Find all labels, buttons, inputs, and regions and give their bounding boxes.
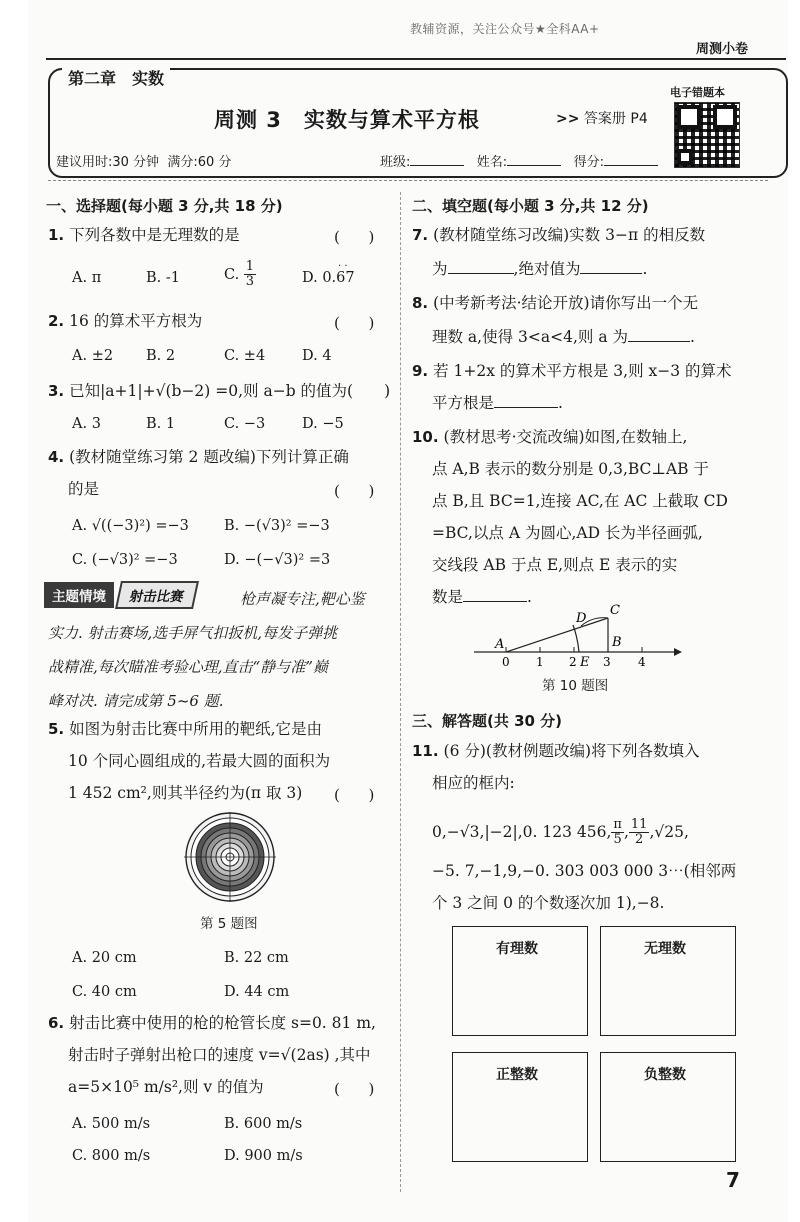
theme-text-1: 枪声凝专注,靶心鉴 [240,590,365,608]
point-c-label: C [610,603,620,618]
q1-option-c: C. $\frac{1}{3}$ [224,259,255,290]
q5-option-d: D. 44 cm [224,984,290,1000]
q1-option-a: A. π [72,270,102,286]
blank-7b[interactable] [580,273,642,274]
blank-9[interactable] [494,407,558,408]
tick-0: 0 [502,655,510,668]
point-b-label: B [612,635,622,650]
qr-label: 电子错题本 [670,86,725,99]
q4-option-d: D. −(−√3)² =3 [224,552,331,568]
target-figure [180,812,280,902]
q4-option-c: C. (−√3)² =−3 [72,552,178,568]
class-field[interactable] [410,165,464,166]
q2-option-a: A. ±2 [72,348,114,364]
qr-code-icon[interactable] [674,102,740,168]
question-8-line2: 理数 a,使得 3<a<4,则 a 为 . [432,328,695,346]
answer-paren-6[interactable]: ( ) [334,1080,375,1098]
header-series: 周测小卷 [696,42,749,57]
question-10-line2: 点 A,B 表示的数分别是 0,3,BC⊥AB 于 [432,460,709,478]
name-field[interactable] [507,165,561,166]
question-4-line2: 的是 [68,480,100,498]
tick-4: 4 [638,655,646,668]
theme-text-2: 实力. 射击赛场,选手屏气扣扳机,每发子弹挑 [48,624,338,642]
q4-option-a: A. √((−3)²) =−3 [72,518,189,534]
q2-option-d: D. 4 [302,348,332,364]
point-e-label: E [580,655,590,668]
question-6-line3: a=5×10⁵ m/s²,则 v 的值为 [68,1078,264,1096]
point-a-label: A [495,637,505,652]
question-10-line5: 交线段 AB 于点 E,则点 E 表示的实 [432,556,678,574]
answer-reference: >> 答案册 P4 [556,111,648,127]
theme-name: 射击比赛 [115,581,199,609]
question-2: 2. 16 的算术平方根为 [48,312,203,330]
answer-paren-1[interactable]: ( ) [334,228,375,246]
question-10: 10. (教材思考·交流改编)如图,在数轴上, [412,428,688,446]
question-10-line3: 点 B,且 BC=1,连接 AC,在 AC 上截取 CD [432,492,728,510]
q4-option-b: B. −(√3)² =−3 [224,518,330,534]
question-11-numbers-3: 个 3 之间 0 的个数逐次加 1),−8. [432,894,665,912]
question-5-line2: 10 个同心圆组成的,若最大圆的面积为 [68,752,331,770]
negative-integer-box-label: 负整数 [644,1067,686,1083]
section-fill-title: 二、填空题(每小题 3 分,共 12 分) [412,197,649,215]
question-8: 8. (中考新考法·结论开放)请你写出一个无 [412,294,699,312]
score-field[interactable] [604,165,658,166]
question-11-numbers-1: 0,−√3,|−2|,0. 123 456, $\frac{\pi}{5}$ , $\frac{11}{2}$ ,√25, [432,817,689,848]
question-6: 6. 射击比赛中使用的枪的枪管长度 s=0. 81 m, [48,1014,376,1032]
question-5: 5. 如图为射击比赛中所用的靶纸,它是由 [48,720,323,738]
q6-option-c: C. 800 m/s [72,1148,151,1164]
page-number: 7 [726,1168,740,1192]
column-divider [400,192,401,1192]
theme-text-3: 战精准,每次瞄准考验心理,直击“静与准”巅 [48,658,328,676]
page [28,0,788,1222]
irrational-box-label: 无理数 [644,941,686,957]
question-11: 11. (6 分)(教材例题改编)将下列各数填入 [412,742,700,760]
q5-option-c: C. 40 cm [72,984,137,1000]
question-11-numbers-2: −5. 7,−1,9,−0. 303 003 000 3⋯(相邻两 [432,862,737,880]
q3-option-a: A. 3 [72,416,101,432]
rational-box-label: 有理数 [496,941,538,957]
tick-3: 3 [603,655,611,668]
figure-5-caption: 第 5 题图 [200,916,258,932]
section-solve-title: 三、解答题(共 30 分) [412,712,563,730]
theme-label: 主题情境 [44,582,114,608]
question-5-line3: 1 452 cm²,则其半径约为(π 取 3) [68,784,303,802]
question-9-line2: 平方根是 . [432,394,563,412]
q5-option-a: A. 20 cm [72,950,137,966]
student-info-fields: 班级: 姓名: 得分: [380,151,658,170]
question-7-line2: 为 ,绝对值为 . [432,260,648,278]
blank-8[interactable] [628,341,690,342]
question-7: 7. (教材随堂练习改编)实数 3−π 的相反数 [412,226,706,244]
theme-text-4: 峰对决. 请完成第 5~6 题. [48,692,224,710]
point-d-label: D [576,611,587,626]
q5-option-b: B. 22 cm [224,950,289,966]
positive-integer-box-label: 正整数 [496,1067,538,1083]
question-10-line4: =BC,以点 A 为圆心,AD 长为半径画弧, [432,524,703,542]
section-choice-title: 一、选择题(每小题 3 分,共 18 分) [46,197,283,215]
q6-option-a: A. 500 m/s [72,1116,151,1132]
tick-2: 2 [569,655,577,668]
answer-paren-4[interactable]: ( ) [334,482,375,500]
q3-option-d: D. −5 [302,416,344,432]
q1-option-d: D. 0.67 · · [302,261,355,286]
theme-tag [44,583,196,607]
question-6-line2: 射击时子弹射出枪口的速度 v=√(2as) ,其中 [68,1046,371,1064]
q6-option-b: B. 600 m/s [224,1116,303,1132]
chapter-title: 第二章 实数 [62,66,170,89]
blank-7a[interactable] [448,273,514,274]
tick-1: 1 [536,655,544,668]
header-rule [46,58,786,60]
question-9: 9. 若 1+2x 的算术平方根是 3,则 x−3 的算术 [412,362,732,380]
double-chevron-icon: >> [556,111,580,127]
q6-option-d: D. 900 m/s [224,1148,303,1164]
header-divider [48,180,768,181]
number-line-figure [468,598,688,668]
test-title: 周测 3 实数与算术平方根 [214,108,480,132]
q3-option-b: B. 1 [146,416,176,432]
question-3: 3. 已知|a+1|+√(b−2) =0,则 a−b 的值为( ) [48,382,391,400]
question-11-line2: 相应的框内: [432,774,515,792]
q1-option-b: B. -1 [146,270,180,286]
question-1: 1. 下列各数中是无理数的是 [48,226,240,244]
header-note: 教辅资源，关注公众号★全科AA+ [410,22,600,36]
question-4: 4. (教材随堂练习第 2 题改编)下列计算正确 [48,448,349,466]
answer-paren-2[interactable]: ( ) [334,314,375,332]
q2-option-c: C. ±4 [224,348,266,364]
question-10-line6: 数是 . [432,588,532,606]
q2-option-b: B. 2 [146,348,176,364]
answer-paren-5[interactable]: ( ) [334,786,375,804]
q3-option-c: C. −3 [224,416,266,432]
suggested-time: 建议用时:30 分钟 满分:60 分 [56,155,232,170]
figure-10-caption: 第 10 题图 [542,678,609,694]
